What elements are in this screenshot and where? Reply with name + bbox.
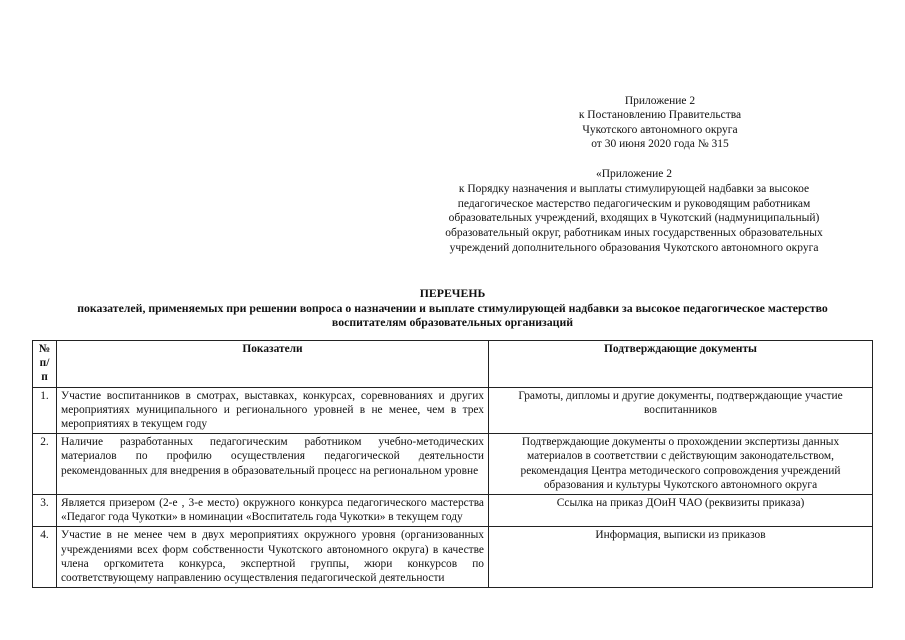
row-number: 2. — [33, 434, 57, 495]
column-header-number: № п/п — [33, 341, 57, 388]
document-heading — [20, 286, 885, 330]
inner-appendix-line: образовательных учреждений, входящих в Чукотский (надмуниципальный) — [448, 212, 820, 225]
indicator-cell: Наличие разработанных педагогическим работником учебно-методических материалов по профилю осуществления педагогической деятельности рекомендованных для внедрения в образовательный процесс на региональном уровне — [57, 434, 489, 495]
document-subtitle: показателей, применяемых при решении вопроса о назначении и выплате стимулирующей надбавки за высокое педагогическое мастерство — [77, 300, 828, 315]
row-number: 3. — [33, 495, 57, 527]
inner-appendix-line: педагогическое мастерство педагогическим и руководящим работникам — [457, 197, 811, 210]
inner-appendix-line: учреждений дополнительного образования Чукотского автономного округа — [449, 241, 819, 254]
document-cell: Подтверждающие документы о прохождении экспертизы данных материалов в соответствии с действующим законодательством, рекомендация Центра методического сопровождения учреждений образования и культуры Чукотского автономного округа — [489, 434, 873, 495]
document-title: ПЕРЕЧЕНЬ — [419, 286, 486, 300]
table-row — [33, 387, 873, 434]
document-subtitle: воспитателям образовательных организаций — [331, 315, 574, 329]
inner-appendix-line: образовательный округ, работникам иных государственных образовательных — [445, 227, 823, 240]
inner-appendix-block — [414, 167, 854, 256]
column-header-indicators: Показатели — [57, 341, 489, 388]
row-number: 4. — [33, 527, 57, 588]
indicator-cell: Участие в не менее чем в двух мероприятиях окружного уровня (организованных учреждениями всех форм собственности Чукотского автономного округа) в качестве члена оргкомитета конкурса, экспертной группы, жюри конкурсов по соответствующему направлению осуществления педагогической деятельности — [57, 527, 489, 588]
table-row — [33, 495, 873, 527]
indicator-cell: Является призером (2-е , 3-е место) окружного конкурса педагогического мастерства «Педагог года Чукотки» в номинации «Воспитатель года Чукотки» в текущем году — [57, 495, 489, 527]
column-header-documents: Подтверждающие документы — [489, 341, 873, 388]
document-cell: Ссылка на приказ ДОиН ЧАО (реквизиты приказа) — [489, 495, 873, 527]
appendix-line: Приложение 2 — [624, 95, 696, 107]
document-cell: Грамоты, дипломы и другие документы, подтверждающие участие воспитанников — [489, 387, 873, 434]
table-header-row — [33, 341, 873, 388]
indicator-cell: Участие воспитанников в смотрах, выставках, конкурсах, соревнованиях и других мероприятиях муниципального и регионального уровней в не менее, чем в трех мероприятиях в текущем году — [57, 387, 489, 434]
appendix-line: Чукотского автономного округа — [582, 123, 738, 136]
document-cell: Информация, выписки из приказов — [489, 527, 873, 588]
indicators-table — [32, 340, 873, 588]
table-row — [33, 527, 873, 588]
appendix-block — [555, 94, 765, 151]
appendix-line: от 30 июня 2020 года № 315 — [591, 137, 729, 150]
inner-appendix-line: «Приложение 2 — [595, 168, 673, 180]
row-number: 1. — [33, 387, 57, 434]
appendix-line: к Постановлению Правительства — [578, 109, 742, 122]
inner-appendix-line: к Порядку назначения и выплаты стимулирующей надбавки за высокое — [458, 182, 810, 195]
table-row — [33, 434, 873, 495]
